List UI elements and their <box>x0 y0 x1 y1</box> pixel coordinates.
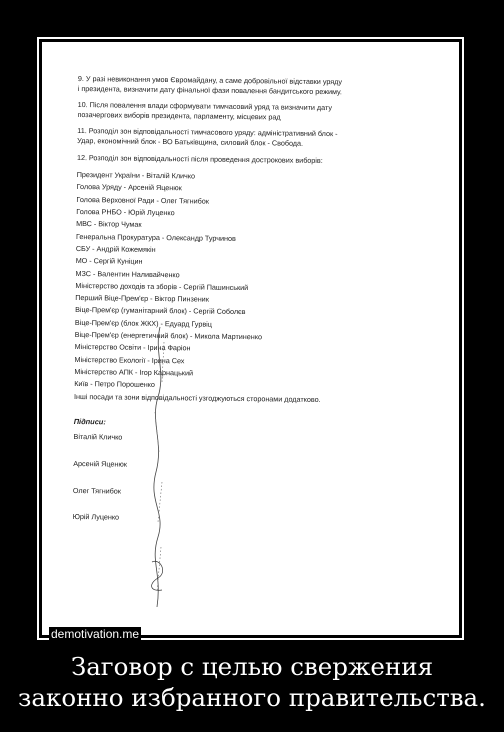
paragraph-line: 9. У разі невиконання умов Євромайдану, а саме добровільної відставки уряду <box>77 74 343 87</box>
caption-line-1: Заговор с целью свержения <box>70 652 434 681</box>
assignment-item: Віце-Прем'єр (гуманітарний блок) - Сергій Соболєв <box>75 305 246 317</box>
paragraph-line: 12. Розподіл зон відповідальності після проведення дострокових виборів: <box>76 152 323 165</box>
signature-scribble <box>140 322 180 612</box>
paragraph-line: 10. Після повалення влади сформувати тимчасовий уряд та визначити дату <box>77 100 333 113</box>
assignment-item: Міністерство Екології - Ірина Сех <box>74 354 185 365</box>
paragraph-line: Удар, економічний блок - ВО Батьківщина, силовий блок - Свобода. <box>77 135 304 148</box>
document-text <box>72 74 423 543</box>
assignment-list <box>74 169 422 407</box>
signature-list <box>73 432 419 526</box>
signature-name: Олег Тягнибок <box>72 485 122 496</box>
document-paragraph <box>78 74 423 97</box>
signatures-title: Підписи: <box>73 416 106 427</box>
assignment-item: Київ - Петро Порошенко <box>74 379 155 390</box>
caption-line-2: законно избранного правительства. <box>18 683 486 712</box>
assignment-item: Генеральна Прокуратура - Олександр Турчинов <box>75 231 236 243</box>
assignment-item: Міністерство доходів та зборів - Сергій Пашинський <box>75 280 249 292</box>
scanned-document <box>42 42 459 635</box>
assignment-item: Віце-Прем'єр (енергетичний блок) - Микола Мартиненко <box>74 329 263 342</box>
assignment-item: Інші посади та зони відповідальності узгоджуються сторонами додатково. <box>74 391 321 404</box>
assignment-item: Міністерство АПК - Ігор Карнацький <box>74 366 194 378</box>
signature-name: Юрій Луценко <box>72 512 120 522</box>
assignment-item: МЗС - Валентин Наливайченко <box>75 268 180 279</box>
assignment-item: СБУ - Андрій Кожемякін <box>75 243 156 254</box>
paragraph-line: 11. Розподіл зон відповідальності тимчасового уряду: адміністративний блок - <box>77 126 338 139</box>
assignment-item: Голова Уряду - Арсеній Яценюк <box>76 182 182 193</box>
assignment-item: МО - Сергій Куніцин <box>75 256 143 267</box>
assignment-item: Голова Верховної Ради - Олег Тягнибок <box>76 194 209 206</box>
assignment-item: Президент України - Віталій Кличко <box>76 170 196 181</box>
signature-name: Арсеній Яценюк <box>73 458 127 469</box>
paragraph-line: і президента, визначити дату фінальної фази повалення бандитського режиму. <box>77 83 343 96</box>
watermark: demotivation.me <box>51 627 140 641</box>
document-paragraph <box>77 100 422 123</box>
assignment-item: Віце-Прем'єр (блок ЖКХ) - Едуард Гурвіц <box>74 317 212 329</box>
document-paragraph <box>77 153 422 167</box>
assignment-item: Голова РНБО - Юрій Луценко <box>76 207 175 218</box>
signature-name: Віталій Кличко <box>73 432 123 442</box>
document-paragraphs <box>77 74 423 166</box>
assignment-item: Перший Віце-Прем'єр - Віктор Пинзеник <box>75 293 209 304</box>
paragraph-line: позачергових виборів президента, парламенту, місцевих рад <box>77 109 281 122</box>
document-paragraph <box>77 126 422 149</box>
caption <box>0 651 504 713</box>
poster-frame <box>37 37 464 640</box>
assignment-item: МВС - Віктор Чумак <box>76 219 142 230</box>
assignment-item: Міністерство Освіти - Ірина Фаріон <box>74 342 191 353</box>
